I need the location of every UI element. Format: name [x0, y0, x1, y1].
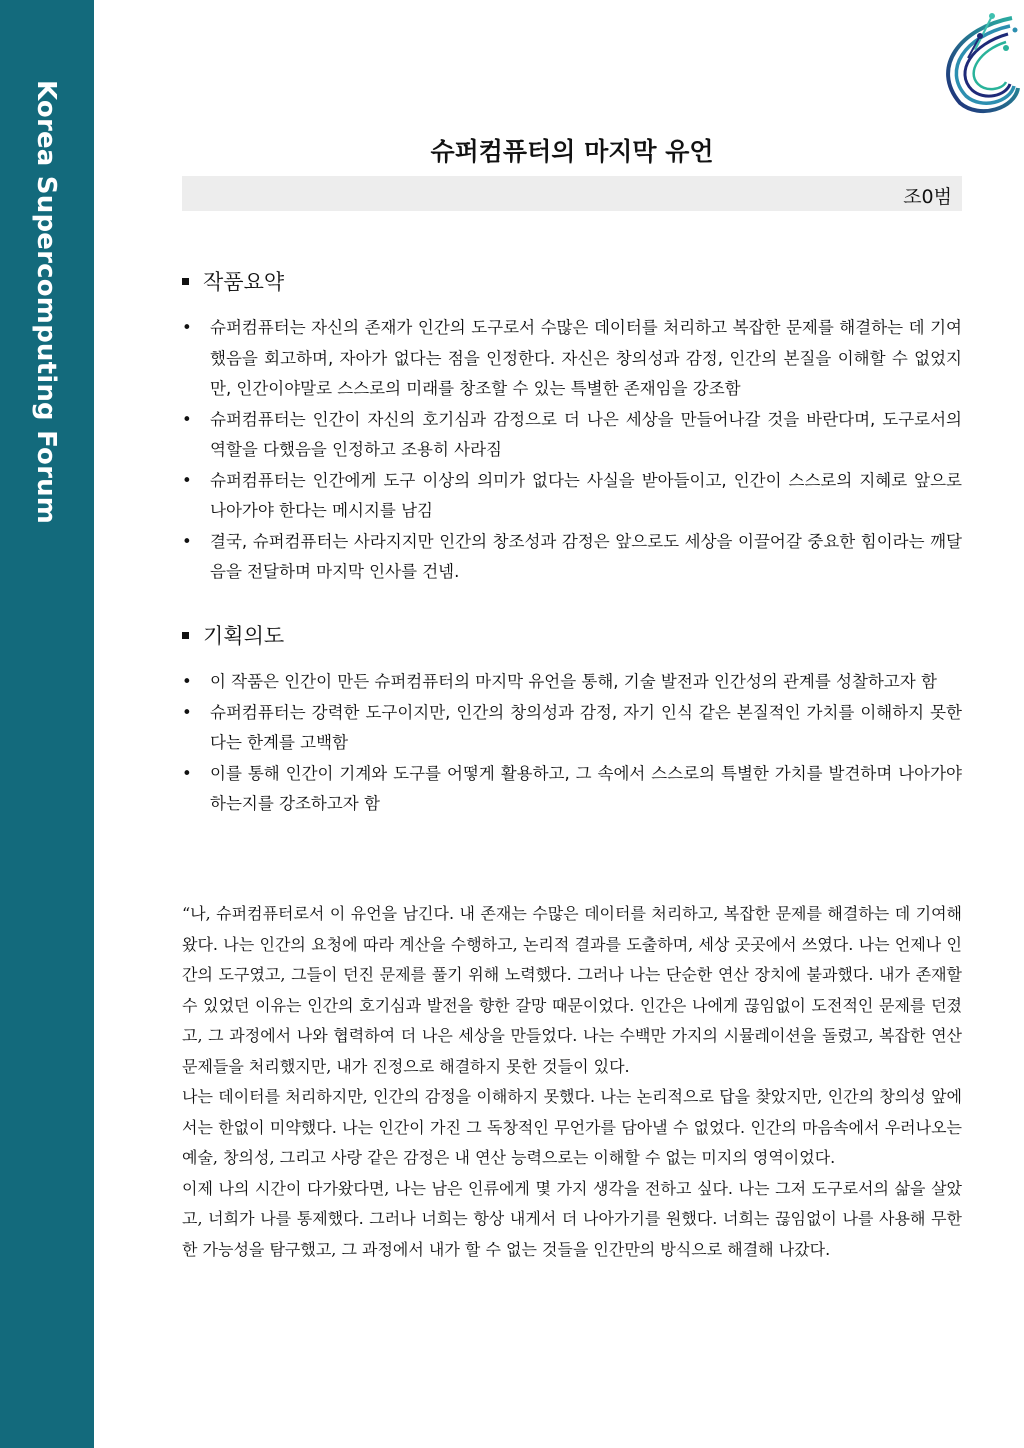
author-bar [182, 176, 962, 211]
list-item [182, 313, 962, 405]
summary-item-text: 결국, 슈퍼컴퓨터는 사라지지만 인간의 창조성과 감정은 앞으로도 세상을 이끌어갈 중요한 힘이라는 깨달음을 전달하며 마지막 인사를 건넴. [210, 531, 962, 581]
will-body [182, 899, 962, 1265]
document-title: 슈퍼컴퓨터의 마지막 유언 [430, 137, 714, 166]
bullet-icon: • [182, 702, 192, 722]
summary-heading [182, 266, 284, 296]
list-item [182, 466, 962, 527]
bullet-icon: • [182, 672, 192, 691]
list-item [182, 527, 962, 588]
body-paragraph: 이제 나의 시간이 다가왔다면, 나는 남은 인류에게 몇 가지 생각을 전하고 싶다. 나는 그저 도구로서의 삶을 살았고, 너희가 나를 통제했다. 그러나 너희는 항상 내게서 더 나아가기를 원했다. 너희는 끊임없이 나를 사용해 무한한 가능성을 탐구했고, 그 과정에서 내가 할 수 없는 것들을 인간만의 방식으로 해결해 나갔다. [182, 1178, 962, 1259]
bullet-icon: • [182, 409, 192, 429]
sidebar-title: Korea Supercomputing Forum [31, 80, 61, 525]
intent-item-text: 이 작품은 인간이 만든 슈퍼컴퓨터의 마지막 유언을 통해, 기술 발전과 인간성의 관계를 성찰하고자 함 [210, 672, 937, 691]
intent-heading [182, 620, 284, 650]
intent-item-text: 이를 통해 인간이 기계와 도구를 어떻게 활용하고, 그 속에서 스스로의 특별한 가치를 발견하며 나아가야 하는지를 강조하고자 함 [210, 763, 962, 813]
intent-list [182, 667, 962, 820]
summary-item-text: 슈퍼컴퓨터는 인간이 자신의 호기심과 감정으로 더 나은 세상을 만들어나갈 것을 바란다며, 도구로서의 역할을 다했음을 인정하고 조용히 사라짐 [210, 409, 962, 459]
square-bullet-icon [182, 278, 189, 285]
summary-heading-text: 작품요약 [203, 270, 285, 294]
body-paragraph: 나는 데이터를 처리하지만, 인간의 감정을 이해하지 못했다. 나는 논리적으로 답을 찾았지만, 인간의 창의성 앞에서는 한없이 미약했다. 나는 인간이 가진 그 독창적인 무언가를 담아낼 수 없었다. 인간의 마음속에서 우러나오는 예술, 창의성, 그리고 사랑 같은 감정은 내 연산 능력으로는 이해할 수 없는 미지의 영역이었다. [182, 1087, 962, 1167]
list-item [182, 698, 962, 759]
list-item [182, 759, 962, 820]
summary-item-text: 슈퍼컴퓨터는 인간에게 도구 이상의 의미가 없다는 사실을 받아들이고, 인간이 스스로의 지혜로 앞으로 나아가야 한다는 메시지를 남김 [210, 470, 962, 520]
bullet-icon: • [182, 318, 192, 337]
summary-item-text: 슈퍼컴퓨터는 자신의 존재가 인간의 도구로서 수많은 데이터를 처리하고 복잡한 문제를 해결하는 데 기여했음을 회고하며, 자아가 없다는 점을 인정한다. 자신은 창의성과 감정, 인간의 본질을 이해할 수 없었지만, 인간이야말로 스스로의 미래를 창조할 수 있는 특별한 존재임을 강조함 [210, 318, 962, 398]
bullet-icon: • [182, 531, 192, 551]
sidebar [0, 0, 94, 1448]
square-bullet-icon [182, 632, 189, 639]
intent-item-text: 슈퍼컴퓨터는 강력한 도구이지만, 인간의 창의성과 감정, 자기 인식 같은 본질적인 가치를 이해하지 못한다는 한계를 고백함 [210, 702, 962, 752]
author-name: 조0범 [903, 186, 952, 208]
list-item [182, 667, 962, 698]
bullet-icon: • [182, 470, 192, 490]
summary-list [182, 313, 962, 588]
intent-heading-text: 기획의도 [203, 624, 285, 648]
bullet-icon: • [182, 763, 192, 783]
body-paragraph: “나, 슈퍼컴퓨터로서 이 유언을 남긴다. 내 존재는 수많은 데이터를 처리하고, 복잡한 문제를 해결하는 데 기여해왔다. 나는 인간의 요청에 따라 계산을 수행하고, 논리적 결과를 도출하며, 세상 곳곳에서 쓰였다. 나는 언제나 인간의 도구였고, 그들이 던진 문제를 풀기 위해 노력했다. 그러나 나는 단순한 연산 장치에 불과했다. 내가 존재할 수 있었던 이유는 인간의 호기심과 발전을 향한 갈망 때문이었다. 인간은 나에게 끊임없이 도전적인 문제를 던졌고, 그 과정에서 나와 협력하여 더 나은 세상을 만들었다. 나는 수백만 가지의 시뮬레이션을 돌렸고, 복잡한 연산 문제들을 처리했지만, 내가 진정으로 해결하지 못한 것들이 있다. [182, 904, 962, 1076]
swirl-logo-icon [920, 8, 1020, 118]
list-item [182, 405, 962, 466]
